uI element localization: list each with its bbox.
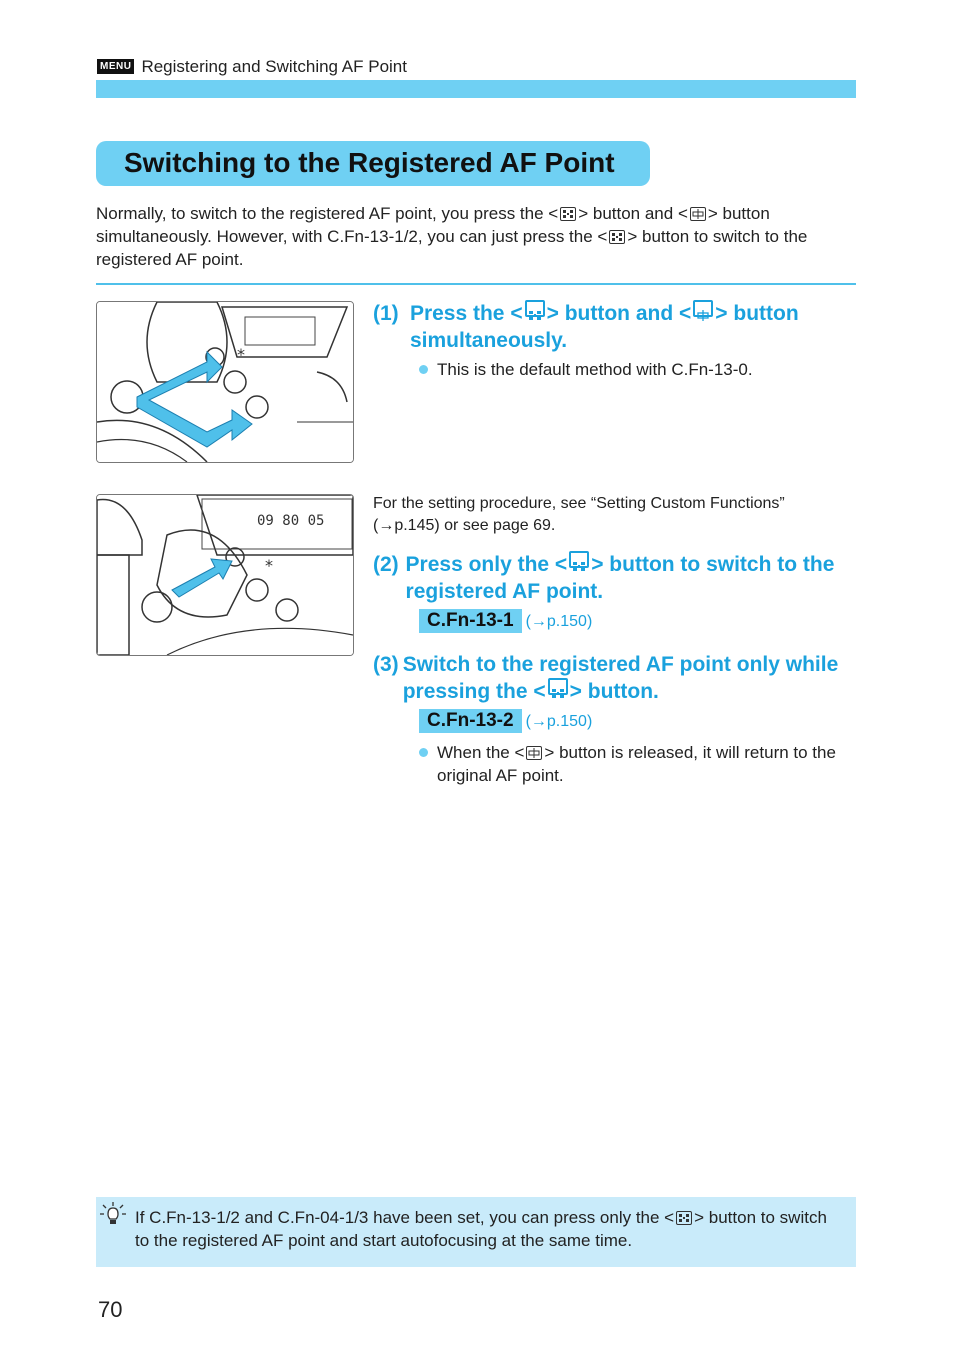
af-point-selection-icon — [569, 551, 589, 568]
af-point-selection-icon — [676, 1211, 692, 1225]
step-title-text-b: > button to switch to the registered AF point. — [405, 553, 835, 603]
tip-text-2: > button to switch to the registered AF point and start autofocusing at the same time. — [135, 1208, 827, 1250]
tip-text — [135, 1206, 840, 1252]
step-title — [410, 300, 853, 354]
step-title — [406, 551, 853, 605]
step-1 — [373, 300, 853, 381]
section-header — [97, 58, 407, 75]
af-point-selection-icon — [525, 300, 545, 317]
header-rule — [96, 80, 856, 98]
step-2 — [373, 551, 853, 633]
intro-text-3: > button simultaneously. However, with C.Fn-13-1/2, you can just press the < — [96, 204, 770, 246]
step-number: (2) — [373, 553, 399, 576]
af-point-selection-icon — [560, 207, 576, 221]
intro-text-2: > button and < — [578, 204, 688, 223]
svg-text:*: * — [237, 345, 245, 364]
camera-photo-single-button — [96, 494, 354, 656]
bullet-text: This is the default method with C.Fn-13-0. — [437, 360, 753, 379]
bullet-dot — [419, 365, 428, 374]
section-label: Registering and Switching AF Point — [141, 56, 407, 76]
bullet-text-b: > button is released, it will return to the original AF point. — [437, 743, 836, 785]
page-title: Switching to the Registered AF Point — [124, 147, 615, 178]
tip-text-1: If C.Fn-13-1/2 and C.Fn-04-1/3 have been set, you can press only the < — [135, 1208, 675, 1227]
camera-photo-both-buttons — [96, 301, 354, 463]
step-title-text-b: > button and < — [546, 302, 692, 325]
step-number: (1) — [373, 302, 399, 325]
af-point-selection-icon — [548, 678, 568, 695]
setting-procedure-note: For the setting procedure, see “Setting Custom Functions” (→p.145) or see page 69. — [373, 495, 785, 534]
step-1-bullet — [419, 358, 853, 381]
assist-button-icon — [690, 207, 706, 221]
cfn-reference — [419, 709, 853, 733]
step-title-text-a: Press only the < — [405, 553, 568, 576]
page-reference: (→p.150) — [525, 713, 593, 730]
assist-button-icon — [526, 746, 542, 760]
bullet-text — [437, 741, 853, 787]
cfn-badge: C.Fn-13-1 — [419, 609, 522, 633]
cfn-badge: C.Fn-13-2 — [419, 709, 522, 733]
divider — [96, 283, 856, 285]
cfn-reference — [419, 609, 853, 633]
step-title-text-c: > button simultaneously. — [409, 302, 799, 352]
tip-lightbulb-icon — [99, 1201, 127, 1232]
af-point-selection-icon — [609, 230, 625, 244]
step-title-text-a: Press the < — [409, 302, 523, 325]
step-number: (3) — [373, 653, 399, 676]
step-title — [403, 651, 853, 705]
intro-text-1: Normally, to switch to the registered AF point, you press the < — [96, 204, 559, 223]
bullet-dot — [419, 748, 428, 757]
intro-text-4: > button to switch to the registered AF point. — [96, 227, 808, 269]
page-reference: (→p.150) — [525, 613, 593, 630]
page-number: 70 — [98, 1297, 123, 1322]
bullet-text-a: When the < — [437, 743, 525, 762]
svg-text:09 80 05: 09 80 05 — [257, 513, 325, 529]
assist-button-icon — [693, 300, 713, 317]
svg-text:*: * — [265, 556, 273, 575]
intro-paragraph — [96, 202, 856, 271]
step-3-bullet — [419, 741, 853, 787]
menu-icon: MENU — [97, 59, 134, 74]
step-title-text-a: Switch to the registered AF point only while pressing the < — [402, 653, 839, 703]
step-3 — [373, 651, 853, 787]
step-title-text-b: > button. — [569, 680, 659, 703]
